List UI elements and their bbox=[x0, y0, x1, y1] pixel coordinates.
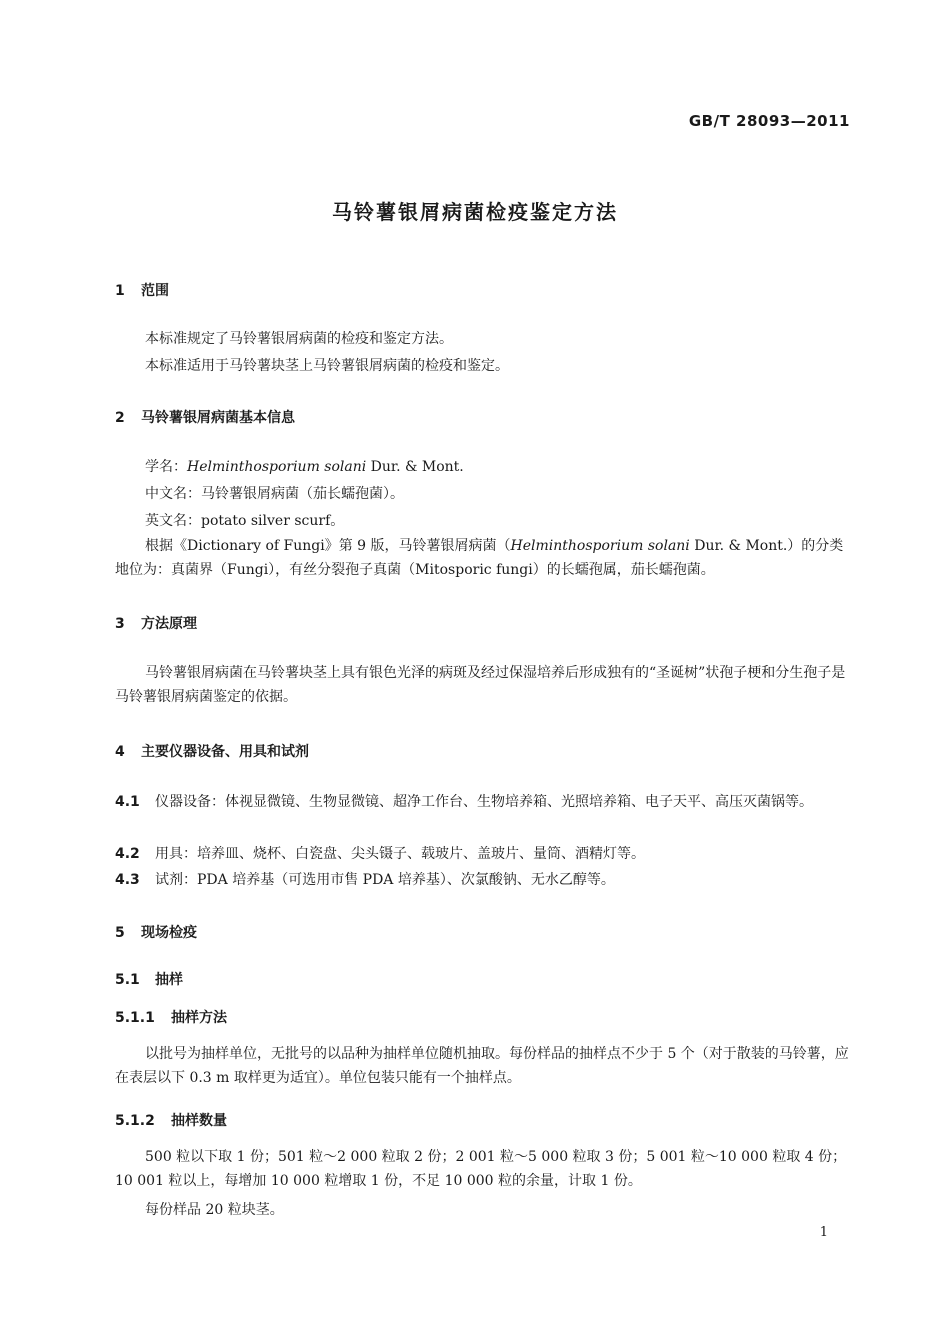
section-3-heading bbox=[115, 613, 197, 633]
standard-number: GB/T 28093—2011 bbox=[688, 112, 850, 130]
section-number: 1 bbox=[115, 283, 125, 299]
subsection-5-1-heading bbox=[115, 969, 183, 989]
section-number: 4 bbox=[115, 744, 125, 760]
section-5-heading bbox=[115, 922, 197, 942]
taxonomy-text-c: Dur. & Mont.）的分类地位为：真菌界（Fungi），有丝分裂孢子真菌（Mitosporic fungi）的长蠕孢属，茄长蠕孢菌。 bbox=[115, 538, 844, 578]
item-number: 4.2 bbox=[115, 846, 140, 862]
section-4-heading bbox=[115, 741, 309, 761]
item-text: 试剂：PDA 培养基（可选用市售 PDA 培养基）、次氯酸钠、无水乙醇等。 bbox=[155, 872, 615, 888]
item-number: 4.1 bbox=[115, 794, 140, 810]
scope-paragraph-1: 本标准规定了马铃薯银屑病菌的检疫和鉴定方法。 bbox=[145, 331, 453, 347]
item-text: 用具：培养皿、烧杯、白瓷盘、尖头镊子、载玻片、盖玻片、量筒、酒精灯等。 bbox=[155, 846, 645, 862]
item-4-2 bbox=[115, 842, 850, 866]
principle-paragraph: 马铃薯银屑病菌在马铃薯块茎上具有银色光泽的病斑及经过保湿培养后形成独有的“圣诞树”状孢子梗和分生孢子是马铃薯银屑病菌鉴定的依据。 bbox=[115, 665, 846, 705]
taxonomy-text-a: 根据《Dictionary of Fungi》第 9 版，马铃薯银屑病菌（ bbox=[145, 538, 511, 554]
sci-name-prefix: 学名： bbox=[145, 459, 187, 475]
scientific-name-line bbox=[145, 456, 464, 476]
subsection-5-1-1-heading bbox=[115, 1007, 227, 1027]
item-4-1 bbox=[115, 790, 850, 814]
document-title: 马铃薯银屑病菌检疫鉴定方法 bbox=[332, 200, 618, 224]
taxonomy-italic: Helminthosporium solani bbox=[510, 538, 690, 554]
page-number: 1 bbox=[819, 1225, 828, 1240]
section-title: 主要仪器设备、用具和试剂 bbox=[141, 744, 309, 760]
subsection-number: 5.1 bbox=[115, 972, 140, 988]
section-title: 方法原理 bbox=[141, 616, 197, 632]
sample-size-line: 每份样品 20 粒块茎。 bbox=[145, 1202, 284, 1218]
section-number: 5 bbox=[115, 925, 125, 941]
english-name-line: 英文名：potato silver scurf。 bbox=[145, 513, 345, 529]
chinese-name-line: 中文名：马铃薯银屑病菌（茄长蠕孢菌）。 bbox=[145, 486, 404, 502]
subsection-title: 抽样数量 bbox=[171, 1113, 227, 1129]
subsection-title: 抽样方法 bbox=[171, 1010, 227, 1026]
section-number: 2 bbox=[115, 410, 125, 426]
section-title: 现场检疫 bbox=[141, 925, 197, 941]
sampling-method-paragraph: 以批号为抽样单位，无批号的以品种为抽样单位随机抽取。每份样品的抽样点不少于 5 个（对于散装的马铃薯，应在表层以下 0.3 m 取样更为适宜）。单位包装只能有一个抽样点。 bbox=[115, 1046, 849, 1086]
section-1-heading bbox=[115, 280, 169, 300]
sampling-quantity-paragraph: 500 粒以下取 1 份；501 粒～2 000 粒取 2 份；2 001 粒～5 000 粒取 3 份；5 001 粒～10 000 粒取 4 份；10 001 粒以上，每增加 10 000 粒增取 1 份，不足 10 000 粒的余量，计取 1 份。 bbox=[115, 1149, 847, 1189]
subsection-title: 抽样 bbox=[155, 972, 183, 988]
subsection-number: 5.1.2 bbox=[115, 1113, 155, 1129]
sci-name-italic: Helminthosporium solani bbox=[187, 459, 367, 475]
item-number: 4.3 bbox=[115, 872, 140, 888]
section-title: 范围 bbox=[141, 283, 169, 299]
sci-name-suffix: Dur. & Mont. bbox=[366, 459, 464, 475]
section-title: 马铃薯银屑病菌基本信息 bbox=[141, 410, 295, 426]
item-text: 仪器设备：体视显微镜、生物显微镜、超净工作台、生物培养箱、光照培养箱、电子天平、高压灭菌锅等。 bbox=[155, 794, 813, 810]
subsection-number: 5.1.1 bbox=[115, 1010, 155, 1026]
section-number: 3 bbox=[115, 616, 125, 632]
item-4-3 bbox=[115, 868, 850, 892]
taxonomy-paragraph bbox=[115, 534, 850, 582]
scope-paragraph-2: 本标准适用于马铃薯块茎上马铃薯银屑病菌的检疫和鉴定。 bbox=[145, 358, 509, 374]
section-2-heading bbox=[115, 407, 295, 427]
subsection-5-1-2-heading bbox=[115, 1110, 227, 1130]
